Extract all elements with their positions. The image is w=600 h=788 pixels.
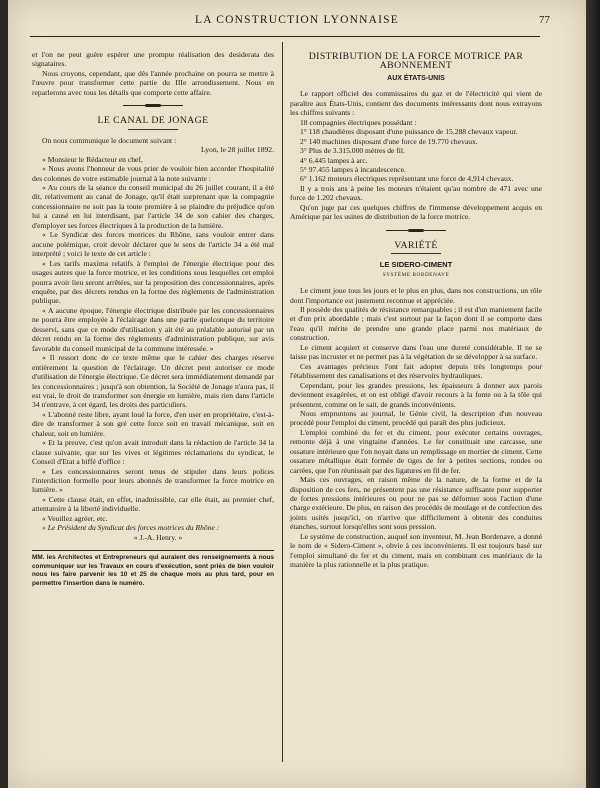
paragraph: Il possède des qualités de résistance remarquables ; il est d'un maniement facile et d'un prix abordable ; mais c'est surtout par la façon dont il se comporte dans l'eau qu'il mérite de prendre une grande place parmi nos matériaux de construction. (290, 304, 542, 343)
dateline: Lyon, le 28 juillet 1892. (201, 145, 274, 155)
paragraph: « Les concessionnaires seront tenus de stipuler dans leurs polices l'interdiction formelle pour leurs abonnés de transformer la force motrice en lumière. » (32, 466, 274, 495)
section-title-distribution: DISTRIBUTION DE LA FORCE MOTRICE PAR ABONNEMENT (308, 51, 524, 72)
signature: « J.-A. Henry. » (133, 532, 183, 542)
section-separator (386, 229, 446, 233)
section-title-canal: LE CANAL DE JONAGE (97, 115, 209, 127)
paragraph: Nous empruntons au journal, le Génie civil, la description d'un nouveau procédé pour l'emploi du ciment, procédé qui paraît des plus judicieux. (290, 408, 542, 428)
paragraph: Le ciment joue tous les jours et le plus en plus, dans nos constructions, un rôle dont l'importance est justement reconnue et appréciée. (290, 286, 542, 305)
paragraph: Le système de construction, auquel son inventeur, M. Jean Bordenave, a donné le nom de « Sidero-Ciment », obvie à ces inconvénients. Il est toujours basé sur l'emploi simultané du fer et du ciment, mais en combinant ces matériaux de la manière la plus rationnelle et la plus pratique. (290, 531, 542, 570)
paragraph: Il y a trois ans à peine les moteurs n'étaient qu'au nombre de 471 avec une force de 1.202 chevaux. (290, 183, 542, 203)
paragraph: « Nous avons l'honneur de vous prier de vouloir bien accorder l'hospitalité des colonnes de votre estimable journal à la note suivante : (32, 164, 274, 183)
notice-box: MM. les Architectes et Entrepreneurs qui auraient des renseignements à nous communiquer sur les Travaux en cours d'exécution, sont priés de bien vouloir nous les faire parvenir les 10 et 25 de chaque mois au plus tard, pour en permettre l'insertion dans le numéro. (32, 550, 274, 588)
paragraph: « Il ressort donc de ce texte même que le cahier des charges réserve entièrement la question de l'éclairage. Un décret peut autoriser ce mode d'utilisation de l'énergie électrique. Ce décret sera immédiatement demandé par les concessionnaires ; jusqu'à son obtention, la Société de Jonage n'aura pas, il est vrai, le droit de transformer son énergie en lumière, mais rien dans l'article 34 n'entrave, à cet égard, les droits des particuliers. (32, 353, 274, 410)
header-rule (30, 36, 540, 37)
column-divider (282, 42, 283, 762)
paragraph: « Cette clause était, en effet, inadmissible, car elle était, au premier chef, attentatoire à la liberté individuelle. (32, 494, 274, 514)
closing: « Veuillez agréer, etc. (42, 513, 108, 523)
left-column (32, 50, 274, 589)
title-underline (391, 253, 441, 254)
paragraph: Cependant, pour les grandes pressions, les épaisseurs à donner aux parois deviennent exagérées, et on est obligé d'avoir recours à la fonte ou à la tôle qui présentent, comme on le sait, de grands inconvénients. (290, 380, 542, 409)
running-header (8, 14, 586, 34)
stat-line: 4° 6.445 lampes à arc. (300, 155, 368, 165)
section-title-variete: VARIÉTÉ (394, 239, 438, 251)
paragraph: Le rapport officiel des commissaires du gaz et de l'électricité qui vient de paraître aux États-Unis, contient des documents intéressants dont nous extrayons les chiffres suivants : (290, 89, 542, 118)
paragraph: « Le Syndicat des forces motrices du Rhône, sans vouloir entrer dans aucune polémique, croit devoir déclarer que le sens de l'article 34 a été mal interprété ; voici le texte de cet article : (32, 230, 274, 259)
binding-shadow (586, 0, 600, 788)
closing-signature-line: « Le Président du Syndicat des forces motrices du Rhône : (42, 523, 220, 533)
salutation: « Monsieur le Rédacteur en chef, (42, 154, 143, 164)
paragraph: Qu'on juge par ces quelques chiffres de l'immense développement acquis en Amérique par les usines de distribution de la force motrice. (290, 202, 542, 222)
paragraph: et l'on ne peut guère espérer une prompte réalisation des desiderata des signataires. (32, 50, 274, 69)
paragraph: « A aucune époque, l'énergie électrique distribuée par les concessionnaires ne pourra être employée à l'éclairage dans une partie quelconque du territoire desservi, sans que ce mode d'utilisation y ait été au préalable autorisé par un décret rendu en la forme des règlements d'administration publique, sur avis favorable du conseil municipal de la commune intéressée. » (32, 305, 274, 353)
section-separator (123, 104, 183, 108)
paragraph: « Et la preuve, c'est qu'on avait introduit dans la rédaction de l'article 34 la clause suivante, que sur les vives et légitimes réclamations du syndicat, le Conseil d'Etat a biffé d'office : (32, 438, 274, 467)
paragraph: Ces avantages précieux l'ont fait adopter depuis très longtemps pour l'établissement des canalisations et des réservoirs hydrauliques. (290, 361, 542, 381)
article-heading: LE SIDERO-CIMENT (379, 260, 453, 270)
stat-line: 18 compagnies électriques possédant : (300, 117, 417, 127)
paragraph: On nous communique le document suivant : (42, 135, 177, 145)
stat-line: 1° 118 chaudières disposant d'une puissance de 15.288 chevaux vapeur. (300, 127, 518, 137)
paragraph: Nous croyons, cependant, que dès l'année prochaine on pourra se mettre à l'œuvre pour transformer cette partie du IIIe arrondissement. Nous en reparlerons avec tous les détails que comporte cette affaire. (32, 68, 274, 97)
paragraph: « Les tarifs maxima relatifs à l'emploi de l'énergie électrique pour des usages autres que la force motrice, et les conditions sous lesquelles cet emploi pourra avoir lieu seront arrêtées, sur la proposition des concessionnaires, après enquête, par des décrets rendus en la forme des règlements de l'administration publique. (32, 258, 274, 306)
paragraph: « Au cours de la séance du conseil municipal du 26 juillet courant, il a été dit, relativement au canal de Jonage, qu'il était surprenant que la compagnie concessionnaire ne soit pas la toute première à se plaindre du préjudice qu'on lui a causé en lui interdisant, par l'article 34 de son cahier des charges, d'employer ses forces électriques à la production de la lumière. (32, 182, 274, 230)
stat-line: 6° 1.162 moteurs électriques représentant une force de 4,914 chevaux. (300, 174, 514, 184)
paragraph: « L'abonné reste libre, ayant loué la force, d'en user en propriétaire, c'est-à-dire de transformer à son gré cette force soit en travail mécanique, soit en chaleur, soit en lumière. (32, 409, 274, 438)
stat-line: 3° Plus de 3.315.000 mètres de fil. (300, 146, 405, 156)
paragraph: L'emploi combiné du fer et du ciment, pour exécuter certains ouvrages, remonte déjà à une vingtaine d'années. Le fer constituait une carcasse, une ossature intérieure que l'on noyait dans un remplissage en mortier de ciment. Cette ossature métallique était formée de tiges de fer à petites sections, rondes ou carrées, que l'on réunissait par des ligatures en fil de fer. (290, 427, 542, 475)
paragraph: Le ciment acquiert et conserve dans l'eau une dureté considérable. Il ne se laisse pas incruster et ne permet pas à la végétation de se développer à sa surface. (290, 342, 542, 362)
running-title: LA CONSTRUCTION LYONNAISE (195, 14, 399, 26)
page-number: 77 (539, 14, 550, 26)
article-subheading: SYSTÈME BORDENAVE (382, 271, 450, 278)
stat-line: 2° 140 machines disposant d'une force de 19.770 chevaux. (300, 136, 478, 146)
paragraph: Mais ces ouvrages, en raison même de la nature, de la forme et de la disposition de ces fers, ne présentent pas une résistance suffisante pour supporter de fortes pressions intérieures ou pour ne pas se déformer sous l'action d'une charge extérieure. De plus, en raison des procédés de moulage et de confection des joints usités jusqu'ici, on n'arrive que difficilement à obtenir des conduites étanches, surtout lorsqu'elles sont sous pression. (290, 475, 542, 532)
document-page (8, 0, 586, 788)
section-subtitle: AUX ÉTATS-UNIS (387, 74, 445, 82)
right-column (290, 50, 542, 570)
title-underline (128, 129, 178, 130)
stat-line: 5° 97.455 lampes à incandescence. (300, 164, 406, 174)
